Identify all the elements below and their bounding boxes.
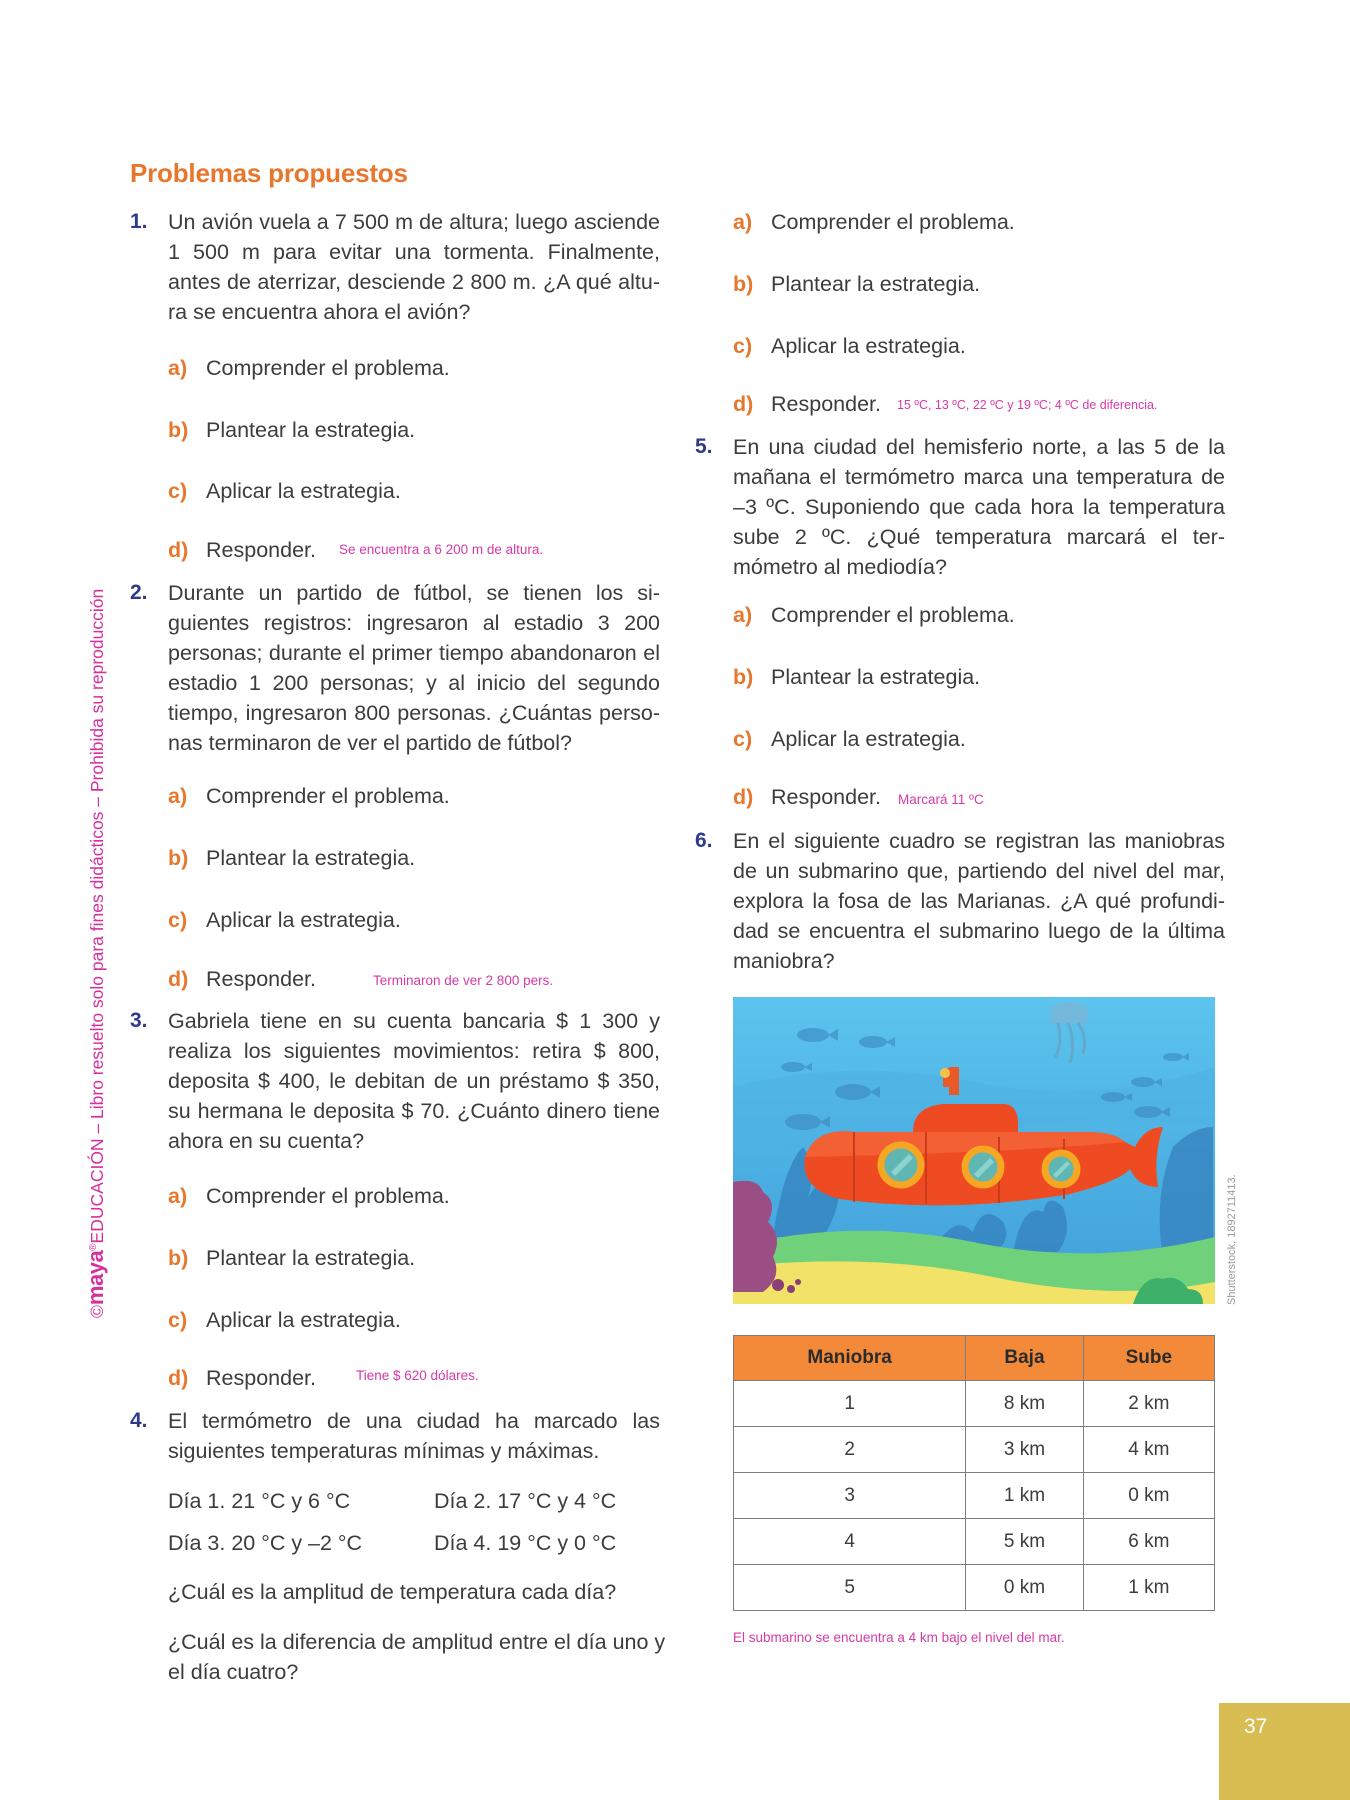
problem-3-step-b <box>168 1243 415 1273</box>
cell-baja: 0 km <box>966 1565 1083 1611</box>
column-header-sube: Sube <box>1083 1336 1214 1381</box>
problem-number: 5. <box>695 435 713 458</box>
step-label: Plantear la estrategia. <box>771 665 981 689</box>
step-letter: c) <box>168 479 188 503</box>
submarine-illustration <box>733 997 1215 1304</box>
step-letter: c) <box>733 334 753 358</box>
page-number-tab <box>1219 1703 1350 1800</box>
table-row <box>734 1427 1215 1473</box>
step-label: Responder. <box>771 392 881 416</box>
step-label: Plantear la estrategia. <box>206 846 416 870</box>
problem-4-answer: 15 ºC, 13 ºC, 22 ºC y 19 ºC; 4 ºC de diferencia. <box>897 398 1158 412</box>
table-row <box>734 1565 1215 1611</box>
problem-5-step-c <box>733 724 966 754</box>
copyright-side-banner <box>83 589 108 1318</box>
step-label: Plantear la estrategia. <box>206 418 416 442</box>
step-letter: a) <box>733 210 753 234</box>
section-title: Problemas propuestos <box>130 158 408 188</box>
step-label: Aplicar la estrategia. <box>206 1308 401 1332</box>
problem-4-question-2: ¿Cuál es la diferencia de amplitud entre el día uno y el día cuatro? <box>168 1630 666 1684</box>
problem-5 <box>695 432 1225 582</box>
cell-maniobra: 5 <box>734 1565 966 1611</box>
step-label: Comprender el problema. <box>771 210 1015 234</box>
problem-3-step-a <box>168 1181 450 1211</box>
copyright-symbol: © <box>86 1305 107 1318</box>
problem-4-step-c <box>733 331 966 361</box>
image-credit: Shutterstock, 1892711413. <box>1226 1174 1238 1305</box>
registered-mark: ® <box>88 1243 99 1251</box>
cell-sube: 6 km <box>1083 1519 1214 1565</box>
step-letter: d) <box>733 392 754 416</box>
problem-1-step-d <box>168 535 316 565</box>
problem-text: Un avión vuela a 7 500 m de altura; luego asciende 1 500 m para evitar una tormenta. Finalmente, antes de aterrizar, desciende 2 800 m. ¿A qué altura se encuentra ahora el avión? <box>168 210 660 324</box>
problem-text: En el siguiente cuadro se registran las maniobras de un submarino que, partiendo del nivel del mar, explora la fosa de las Marianas. ¿A qué profundidad se encuentra el submarino luego de la última maniobra? <box>733 829 1225 973</box>
column-header-maniobra: Maniobra <box>734 1336 966 1381</box>
cell-baja: 3 km <box>966 1427 1083 1473</box>
problem-5-step-d <box>733 782 881 812</box>
problem-1-step-a <box>168 353 450 383</box>
problem-1-step-b <box>168 415 415 445</box>
side-banner-text: EDUCACIÓN – Libro resuelto solo para fines didácticos – Prohibida su reproducción <box>86 588 107 1244</box>
table-row <box>734 1473 1215 1519</box>
problem-2-answer: Terminaron de ver 2 800 pers. <box>373 973 554 988</box>
step-label: Aplicar la estrategia. <box>771 334 966 358</box>
step-label: Plantear la estrategia. <box>206 1246 416 1270</box>
page-number: 37 <box>1244 1715 1268 1738</box>
problem-3 <box>130 1006 660 1156</box>
step-label: Comprender el problema. <box>771 603 1015 627</box>
problem-text: El termómetro de una ciudad ha marcado las siguientes temperaturas mínimas y máximas. <box>168 1409 660 1463</box>
table-row <box>734 1519 1215 1565</box>
table-row <box>734 1381 1215 1427</box>
cell-baja: 1 km <box>966 1473 1083 1519</box>
problem-3-step-c <box>168 1305 401 1335</box>
step-letter: c) <box>168 1308 188 1332</box>
step-label: Responder. <box>206 967 316 991</box>
problem-1-answer: Se encuentra a 6 200 m de altura. <box>339 542 544 557</box>
step-letter: c) <box>168 908 188 932</box>
cell-sube: 1 km <box>1083 1565 1214 1611</box>
step-label: Plantear la estrategia. <box>771 272 981 296</box>
cell-sube: 2 km <box>1083 1381 1214 1427</box>
problem-5-step-a <box>733 600 1015 630</box>
problem-3-answer: Tiene $ 620 dólares. <box>356 1368 479 1383</box>
problem-4 <box>130 1406 660 1466</box>
cell-maniobra: 3 <box>734 1473 966 1519</box>
day-1-temps: Día 1. 21 °C y 6 °C <box>168 1489 351 1513</box>
problem-4-step-b <box>733 269 980 299</box>
step-letter: c) <box>733 727 753 751</box>
table-header-row <box>734 1336 1215 1381</box>
problem-2-step-c <box>168 905 401 935</box>
day-4-temps: Día 4. 19 °C y 0 °C <box>434 1531 617 1555</box>
problem-5-answer: Marcará 11 ºC <box>898 792 984 807</box>
step-letter: b) <box>168 418 189 442</box>
manoeuvres-table <box>733 1335 1215 1611</box>
problem-2-step-d <box>168 964 316 994</box>
problem-number: 6. <box>695 829 713 852</box>
step-letter: a) <box>168 356 188 380</box>
cell-baja: 8 km <box>966 1381 1083 1427</box>
cell-maniobra: 1 <box>734 1381 966 1427</box>
problem-text: En una ciudad del hemisferio norte, a las 5 de la mañana el termómetro marca una temperatura de –3 ºC. Suponiendo que cada hora la temperatura sube 2 ºC. ¿Qué temperatura marcará el termómetro al mediodía? <box>733 435 1225 579</box>
brand-logo: maya <box>82 1250 108 1306</box>
column-header-baja: Baja <box>966 1336 1083 1381</box>
problem-number: 3. <box>130 1009 148 1032</box>
cell-maniobra: 2 <box>734 1427 966 1473</box>
step-label: Comprender el problema. <box>206 1184 450 1208</box>
step-letter: b) <box>168 1246 189 1270</box>
problem-4-step-d <box>733 389 881 419</box>
step-label: Responder. <box>206 1366 316 1390</box>
step-label: Responder. <box>771 785 881 809</box>
problem-2 <box>130 578 660 758</box>
step-letter: b) <box>733 665 754 689</box>
day-3-temps: Día 3. 20 °C y –2 °C <box>168 1531 363 1555</box>
problem-2-step-a <box>168 781 450 811</box>
cell-sube: 4 km <box>1083 1427 1214 1473</box>
problem-4-step-a <box>733 207 1015 237</box>
step-letter: d) <box>168 967 189 991</box>
step-label: Comprender el problema. <box>206 784 450 808</box>
step-label: Comprender el problema. <box>206 356 450 380</box>
problem-4-question-1: ¿Cuál es la amplitud de temperatura cada día? <box>168 1580 617 1604</box>
problem-2-step-b <box>168 843 415 873</box>
step-letter: d) <box>168 1366 189 1390</box>
step-letter: a) <box>168 1184 188 1208</box>
problem-3-step-d <box>168 1363 316 1393</box>
step-letter: a) <box>733 603 753 627</box>
step-letter: b) <box>733 272 754 296</box>
problem-1-step-c <box>168 476 401 506</box>
problem-6-answer: El submarino se encuentra a 4 km bajo el nivel del mar. <box>733 1630 1065 1645</box>
step-letter: a) <box>168 784 188 808</box>
step-letter: d) <box>168 538 189 562</box>
step-letter: d) <box>733 785 754 809</box>
problem-5-step-b <box>733 662 980 692</box>
day-2-temps: Día 2. 17 °C y 4 °C <box>434 1489 617 1513</box>
step-label: Aplicar la estrategia. <box>206 479 401 503</box>
cell-sube: 0 km <box>1083 1473 1214 1519</box>
step-label: Aplicar la estrategia. <box>771 727 966 751</box>
problem-1 <box>130 207 660 327</box>
problem-number: 2. <box>130 581 148 604</box>
step-letter: b) <box>168 846 189 870</box>
problem-number: 4. <box>130 1409 148 1432</box>
problem-text: Durante un partido de fútbol, se tienen los siguientes registros: ingresaron al estadio 3 200 personas; durante el primer tiempo abandonaron el estadio 1 200 personas; y al inicio del segundo tiempo, ingresaron 800 personas. ¿Cuántas personas terminaron de ver el partido de fútbol? <box>168 581 660 755</box>
cell-maniobra: 4 <box>734 1519 966 1565</box>
problem-number: 1. <box>130 210 148 233</box>
cell-baja: 5 km <box>966 1519 1083 1565</box>
step-label: Aplicar la estrategia. <box>206 908 401 932</box>
step-label: Responder. <box>206 538 316 562</box>
problem-6 <box>695 826 1225 976</box>
problem-text: Gabriela tiene en su cuenta bancaria $ 1 300 y realiza los siguientes movimientos: retira $ 800, deposita $ 400, le debitan de un préstamo $ 350, su hermana le deposita $ 70. ¿Cuánto dinero tiene ahora en su cuenta? <box>168 1009 660 1153</box>
